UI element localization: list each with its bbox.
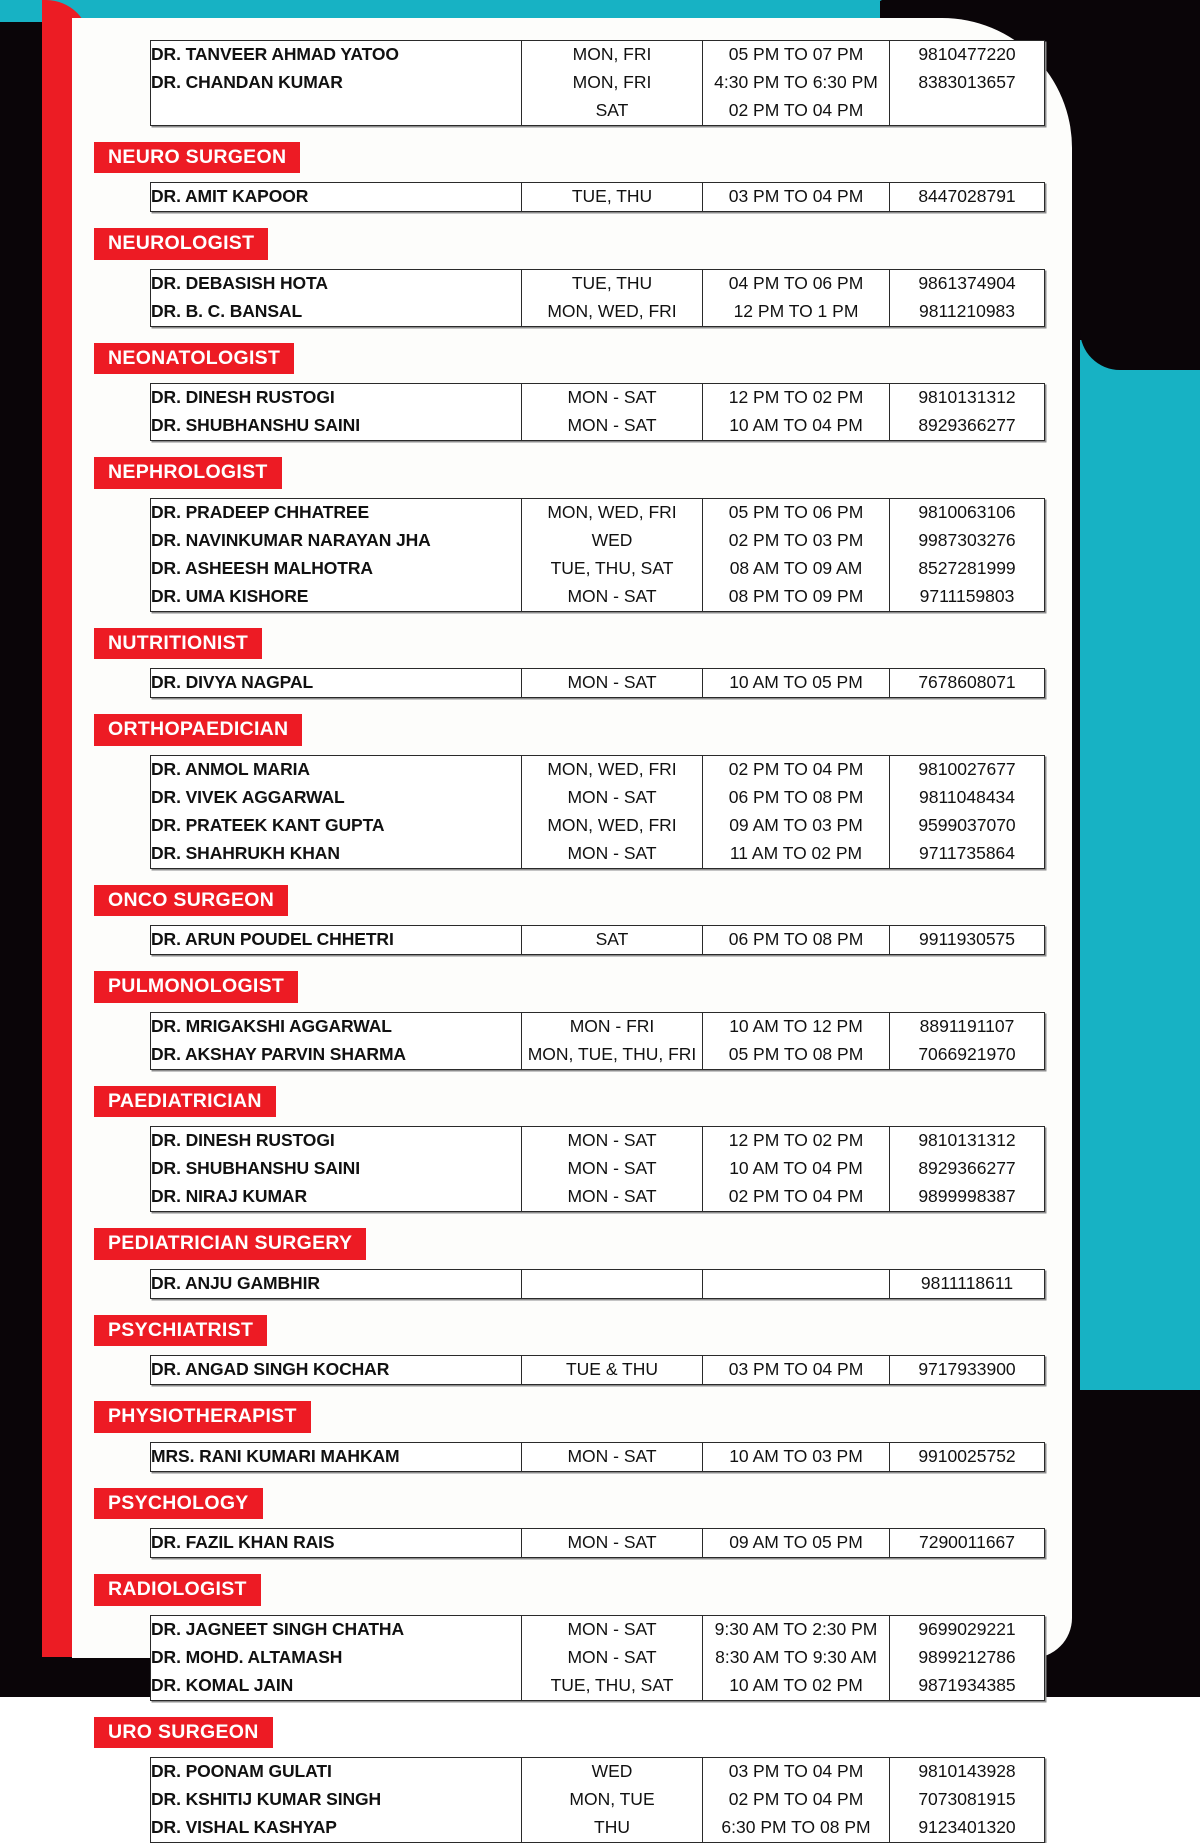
doctor-name: DR. AKSHAY PARVIN SHARMA xyxy=(151,1041,522,1070)
doctor-phone[interactable]: 8383013657 xyxy=(890,69,1045,97)
doctor-days: MON - SAT xyxy=(522,1127,703,1156)
specialty-section xyxy=(72,228,1072,326)
doctor-days: MON - SAT xyxy=(522,1615,703,1644)
specialty-header-row xyxy=(72,1717,1072,1748)
top-spacer xyxy=(72,18,1072,31)
specialty-section xyxy=(72,1488,1072,1558)
doctor-phone[interactable]: 9987303276 xyxy=(890,527,1045,555)
specialty-header-row xyxy=(72,1086,1072,1117)
section-spacer xyxy=(72,869,1072,885)
doctor-phone[interactable]: 9711735864 xyxy=(890,840,1045,869)
doctor-days: MON, TUE, THU, FRI xyxy=(522,1041,703,1070)
doctor-name: DR. CHANDAN KUMAR xyxy=(151,69,522,97)
doctor-name: DR. SHAHRUKH KHAN xyxy=(151,840,522,869)
doctor-days: TUE, THU, SAT xyxy=(522,1672,703,1701)
doctor-name: DR. PRADEEP CHHATREE xyxy=(151,498,522,527)
doctor-phone[interactable]: 9810143928 xyxy=(890,1758,1045,1787)
doctor-days: MON, WED, FRI xyxy=(522,498,703,527)
doctor-phone[interactable]: 9810477220 xyxy=(890,41,1045,70)
specialty-header-row xyxy=(72,1488,1072,1519)
doctor-name: MRS. RANI KUMARI MAHKAM xyxy=(151,1442,522,1471)
table-row xyxy=(151,412,1045,441)
doctor-time: 09 AM TO 03 PM xyxy=(703,812,890,840)
doctor-name: DR. SHUBHANSHU SAINI xyxy=(151,1155,522,1183)
specialty-section xyxy=(72,628,1072,698)
doctor-name: DR. KSHITIJ KUMAR SINGH xyxy=(151,1786,522,1814)
specialty-badge[interactable]: PSYCHOLOGY xyxy=(94,1488,263,1519)
specialty-section xyxy=(72,1717,1072,1843)
specialty-section xyxy=(72,1401,1072,1471)
doctor-days: MON - SAT xyxy=(522,1183,703,1212)
doctor-phone[interactable]: 9811210983 xyxy=(890,298,1045,327)
cyan-right-strip xyxy=(1080,340,1200,1390)
specialty-badge[interactable]: PAEDIATRICIAN xyxy=(94,1086,276,1117)
doctor-time: 10 AM TO 04 PM xyxy=(703,1155,890,1183)
specialty-header-row xyxy=(72,885,1072,916)
doctor-days: THU xyxy=(522,1814,703,1843)
doctor-time: 02 PM TO 03 PM xyxy=(703,527,890,555)
section-spacer xyxy=(72,1212,1072,1228)
doctor-days: TUE, THU xyxy=(522,269,703,298)
doctor-table xyxy=(150,1126,1045,1212)
doctor-time: 08 PM TO 09 PM xyxy=(703,583,890,612)
specialty-header-row xyxy=(72,1228,1072,1259)
doctor-days: MON - SAT xyxy=(522,583,703,612)
doctor-days: MON - SAT xyxy=(522,1644,703,1672)
doctor-time: 12 PM TO 02 PM xyxy=(703,384,890,413)
table-row xyxy=(151,555,1045,583)
doctor-time: 04 PM TO 06 PM xyxy=(703,269,890,298)
section-spacer xyxy=(72,327,1072,343)
doctor-time: 10 AM TO 12 PM xyxy=(703,1012,890,1041)
specialty-section xyxy=(72,714,1072,868)
doctor-name: DR. JAGNEET SINGH CHATHA xyxy=(151,1615,522,1644)
doctor-days: MON, WED, FRI xyxy=(522,755,703,784)
doctor-name: DR. VISHAL KASHYAP xyxy=(151,1814,522,1843)
doctor-name: DR. UMA KISHORE xyxy=(151,583,522,612)
doctor-days: MON, FRI xyxy=(522,69,703,97)
table-row xyxy=(151,1758,1045,1787)
doctor-days: TUE, THU, SAT xyxy=(522,555,703,583)
doctor-name: DR. ASHEESH MALHOTRA xyxy=(151,555,522,583)
doctor-table xyxy=(150,269,1045,327)
doctor-phone[interactable]: 9811048434 xyxy=(890,784,1045,812)
doctor-phone[interactable]: 8929366277 xyxy=(890,1155,1045,1183)
doctor-time: 10 AM TO 05 PM xyxy=(703,669,890,698)
doctor-days: SAT xyxy=(522,926,703,955)
doctor-phone[interactable]: 8447028791 xyxy=(890,183,1045,212)
doctor-phone[interactable]: 9717933900 xyxy=(890,1356,1045,1385)
doctor-table xyxy=(150,925,1045,955)
doctor-name: DR. ANMOL MARIA xyxy=(151,755,522,784)
section-spacer xyxy=(72,441,1072,457)
section-spacer xyxy=(72,955,1072,971)
section-spacer xyxy=(72,1385,1072,1401)
specialty-header-row xyxy=(72,343,1072,374)
doctor-table xyxy=(150,383,1045,441)
doctor-name: DR. MOHD. ALTAMASH xyxy=(151,1644,522,1672)
doctor-table xyxy=(150,1615,1045,1701)
section-spacer xyxy=(72,1070,1072,1086)
doctor-table xyxy=(150,182,1045,212)
doctor-days: MON - SAT xyxy=(522,784,703,812)
section-spacer xyxy=(72,698,1072,714)
doctor-name: DR. ANGAD SINGH KOCHAR xyxy=(151,1356,522,1385)
doctor-days xyxy=(522,1269,703,1298)
specialty-header-row xyxy=(72,1401,1072,1432)
doctor-time: 9:30 AM TO 2:30 PM xyxy=(703,1615,890,1644)
section-spacer xyxy=(72,1472,1072,1488)
table-row xyxy=(151,926,1045,955)
section-spacer xyxy=(72,126,1072,142)
doctor-phone[interactable]: 9711159803 xyxy=(890,583,1045,612)
doctor-phone[interactable]: 9910025752 xyxy=(890,1442,1045,1471)
doctor-time: 10 AM TO 03 PM xyxy=(703,1442,890,1471)
doctor-time: 03 PM TO 04 PM xyxy=(703,1758,890,1787)
doctor-days: MON - SAT xyxy=(522,1529,703,1558)
directory-content xyxy=(72,18,1072,1843)
doctor-name: DR. B. C. BANSAL xyxy=(151,298,522,327)
specialty-section xyxy=(72,1574,1072,1700)
doctor-time: 02 PM TO 04 PM xyxy=(703,755,890,784)
doctor-phone[interactable]: 7678608071 xyxy=(890,669,1045,698)
doctor-table xyxy=(150,668,1045,698)
doctor-name: DR. POONAM GULATI xyxy=(151,1758,522,1787)
doctor-days: MON, WED, FRI xyxy=(522,298,703,327)
table-row xyxy=(151,498,1045,527)
doctor-phone[interactable]: 7290011667 xyxy=(890,1529,1045,1558)
specialty-section xyxy=(72,1086,1072,1212)
doctor-phone[interactable]: 9123401320 xyxy=(890,1814,1045,1843)
specialty-section xyxy=(72,971,1072,1069)
doctor-table xyxy=(150,1757,1045,1843)
doctor-phone[interactable]: 9810131312 xyxy=(890,1127,1045,1156)
doctor-time: 03 PM TO 04 PM xyxy=(703,1356,890,1385)
table-row xyxy=(151,1814,1045,1843)
doctor-time: 12 PM TO 02 PM xyxy=(703,1127,890,1156)
doctor-name: DR. NAVINKUMAR NARAYAN JHA xyxy=(151,527,522,555)
specialty-header-row xyxy=(72,1574,1072,1605)
doctor-name: DR. DIVYA NAGPAL xyxy=(151,669,522,698)
doctor-name: DR. SHUBHANSHU SAINI xyxy=(151,412,522,441)
specialty-section xyxy=(72,885,1072,955)
doctor-phone[interactable]: 9911930575 xyxy=(890,926,1045,955)
doctor-time: 02 PM TO 04 PM xyxy=(703,97,890,126)
doctor-name: DR. DEBASISH HOTA xyxy=(151,269,522,298)
doctor-phone[interactable]: 9899212786 xyxy=(890,1644,1045,1672)
specialty-badge[interactable]: PSYCHIATRIST xyxy=(94,1315,267,1346)
doctor-name xyxy=(151,97,522,126)
section-spacer xyxy=(72,1558,1072,1574)
table-row xyxy=(151,69,1045,97)
doctor-table xyxy=(150,1269,1045,1299)
table-row xyxy=(151,583,1045,612)
specialty-badge[interactable]: NEPHROLOGIST xyxy=(94,457,282,488)
table-row xyxy=(151,1615,1045,1644)
table-row xyxy=(151,1644,1045,1672)
doctor-table xyxy=(150,1442,1045,1472)
table-row xyxy=(151,527,1045,555)
doctor-days: MON - SAT xyxy=(522,1442,703,1471)
specialty-badge[interactable]: NUTRITIONIST xyxy=(94,628,262,659)
doctor-phone[interactable]: 7073081915 xyxy=(890,1786,1045,1814)
doctor-phone[interactable]: 9810027677 xyxy=(890,755,1045,784)
specialty-header-row xyxy=(72,228,1072,259)
table-row xyxy=(151,1127,1045,1156)
table-row xyxy=(151,269,1045,298)
doctor-days: TUE & THU xyxy=(522,1356,703,1385)
doctor-table xyxy=(150,1528,1045,1558)
specialty-section xyxy=(72,142,1072,212)
specialty-section xyxy=(72,457,1072,611)
table-row xyxy=(151,755,1045,784)
doctor-days: MON, TUE xyxy=(522,1786,703,1814)
doctor-phone[interactable]: 9861374904 xyxy=(890,269,1045,298)
doctor-phone[interactable]: 9811118611 xyxy=(890,1269,1045,1298)
table-row xyxy=(151,1155,1045,1183)
doctor-name: DR. AMIT KAPOOR xyxy=(151,183,522,212)
doctor-phone[interactable]: 8891191107 xyxy=(890,1012,1045,1041)
doctor-table xyxy=(150,755,1045,869)
doctor-days: WED xyxy=(522,527,703,555)
doctor-days: MON, FRI xyxy=(522,41,703,70)
specialty-badge[interactable]: NEURO SURGEON xyxy=(94,142,300,173)
white-sheet xyxy=(72,18,1072,1838)
doctor-name: DR. FAZIL KHAN RAIS xyxy=(151,1529,522,1558)
doctor-time: 06 PM TO 08 PM xyxy=(703,926,890,955)
doctor-days: SAT xyxy=(522,97,703,126)
doctor-time: 6:30 PM TO 08 PM xyxy=(703,1814,890,1843)
table-row xyxy=(151,1269,1045,1298)
specialty-badge[interactable]: PHYSIOTHERAPIST xyxy=(94,1401,311,1432)
table-row xyxy=(151,669,1045,698)
doctor-time: 06 PM TO 08 PM xyxy=(703,784,890,812)
doctor-time: 03 PM TO 04 PM xyxy=(703,183,890,212)
doctor-phone[interactable]: 8929366277 xyxy=(890,412,1045,441)
specialty-badge[interactable]: RADIOLOGIST xyxy=(94,1574,261,1605)
doctor-phone[interactable]: 8527281999 xyxy=(890,555,1045,583)
doctor-time: 08 AM TO 09 AM xyxy=(703,555,890,583)
doctor-time: 02 PM TO 04 PM xyxy=(703,1786,890,1814)
specialty-header-row xyxy=(72,1315,1072,1346)
specialty-header-row xyxy=(72,457,1072,488)
doctor-time: 11 AM TO 02 PM xyxy=(703,840,890,869)
doctor-time: 4:30 PM TO 6:30 PM xyxy=(703,69,890,97)
doctor-name: DR. MRIGAKSHI AGGARWAL xyxy=(151,1012,522,1041)
doctor-phone[interactable]: 7066921970 xyxy=(890,1041,1045,1070)
table-row xyxy=(151,812,1045,840)
table-row xyxy=(151,1041,1045,1070)
doctor-time: 05 PM TO 06 PM xyxy=(703,498,890,527)
doctor-days: MON - SAT xyxy=(522,384,703,413)
doctor-phone[interactable]: 9871934385 xyxy=(890,1672,1045,1701)
doctor-time: 09 AM TO 05 PM xyxy=(703,1529,890,1558)
doctor-name: DR. ANJU GAMBHIR xyxy=(151,1269,522,1298)
table-row xyxy=(151,384,1045,413)
doctor-time: 8:30 AM TO 9:30 AM xyxy=(703,1644,890,1672)
doctor-days: MON - SAT xyxy=(522,1155,703,1183)
table-row xyxy=(151,1672,1045,1701)
table-row xyxy=(151,298,1045,327)
doctor-phone[interactable]: 9599037070 xyxy=(890,812,1045,840)
specialty-header-row xyxy=(72,714,1072,745)
doctor-name: DR. PRATEEK KANT GUPTA xyxy=(151,812,522,840)
doctor-time: 02 PM TO 04 PM xyxy=(703,1183,890,1212)
cyan-right-strip-cap xyxy=(1080,330,1200,370)
table-row xyxy=(151,1356,1045,1385)
table-row xyxy=(151,183,1045,212)
specialty-badge[interactable]: ORTHOPAEDICIAN xyxy=(94,714,302,745)
doctor-name: DR. VIVEK AGGARWAL xyxy=(151,784,522,812)
table-row xyxy=(151,1183,1045,1212)
doctor-days: MON - SAT xyxy=(522,840,703,869)
doctor-days: MON - SAT xyxy=(522,412,703,441)
section-spacer xyxy=(72,612,1072,628)
doctor-time: 05 PM TO 08 PM xyxy=(703,1041,890,1070)
doctor-table xyxy=(150,498,1045,612)
table-row xyxy=(151,1529,1045,1558)
table-row xyxy=(151,1442,1045,1471)
table-row xyxy=(151,41,1045,70)
specialty-badge[interactable]: PULMONOLOGIST xyxy=(94,971,298,1002)
specialty-section xyxy=(72,1228,1072,1298)
section-spacer xyxy=(72,212,1072,228)
table-row xyxy=(151,97,1045,126)
doctor-days: MON - FRI xyxy=(522,1012,703,1041)
doctor-table xyxy=(150,1012,1045,1070)
doctor-days: TUE, THU xyxy=(522,183,703,212)
doctor-time xyxy=(703,1269,890,1298)
specialty-section xyxy=(72,1315,1072,1385)
doctor-name: DR. ARUN POUDEL CHHETRI xyxy=(151,926,522,955)
section-spacer xyxy=(72,1299,1072,1315)
doctor-days: MON, WED, FRI xyxy=(522,812,703,840)
doctor-phone[interactable] xyxy=(890,97,1045,126)
specialty-badge[interactable]: ONCO SURGEON xyxy=(94,885,288,916)
section-spacer xyxy=(72,1701,1072,1717)
table-row xyxy=(151,1786,1045,1814)
doctor-days: MON - SAT xyxy=(522,669,703,698)
doctor-days: WED xyxy=(522,1758,703,1787)
doctor-name: DR. DINESH RUSTOGI xyxy=(151,384,522,413)
specialty-section xyxy=(72,343,1072,441)
table-row xyxy=(151,840,1045,869)
doctor-name: DR. KOMAL JAIN xyxy=(151,1672,522,1701)
doctor-phone[interactable]: 9899998387 xyxy=(890,1183,1045,1212)
doctor-name: DR. NIRAJ KUMAR xyxy=(151,1183,522,1212)
doctor-time: 12 PM TO 1 PM xyxy=(703,298,890,327)
specialty-badge[interactable]: PEDIATRICIAN SURGERY xyxy=(94,1228,366,1259)
doctor-phone[interactable]: 9699029221 xyxy=(890,1615,1045,1644)
continued-doctor-table xyxy=(150,40,1045,126)
doctor-time: 05 PM TO 07 PM xyxy=(703,41,890,70)
specialty-badge[interactable]: NEONATOLOGIST xyxy=(94,343,294,374)
doctor-phone[interactable]: 9810131312 xyxy=(890,384,1045,413)
doctor-name: DR. DINESH RUSTOGI xyxy=(151,1127,522,1156)
specialty-header-row xyxy=(72,628,1072,659)
specialty-header-row xyxy=(72,142,1072,173)
doctor-time: 10 AM TO 02 PM xyxy=(703,1672,890,1701)
doctor-name: DR. TANVEER AHMAD YATOO xyxy=(151,41,522,70)
table-row xyxy=(151,1012,1045,1041)
specialty-header-row xyxy=(72,971,1072,1002)
table-row xyxy=(151,784,1045,812)
doctor-phone[interactable]: 9810063106 xyxy=(890,498,1045,527)
doctor-time: 10 AM TO 04 PM xyxy=(703,412,890,441)
doctor-table xyxy=(150,1355,1045,1385)
specialty-badge[interactable]: NEUROLOGIST xyxy=(94,228,268,259)
specialty-badge[interactable]: URO SURGEON xyxy=(94,1717,273,1748)
